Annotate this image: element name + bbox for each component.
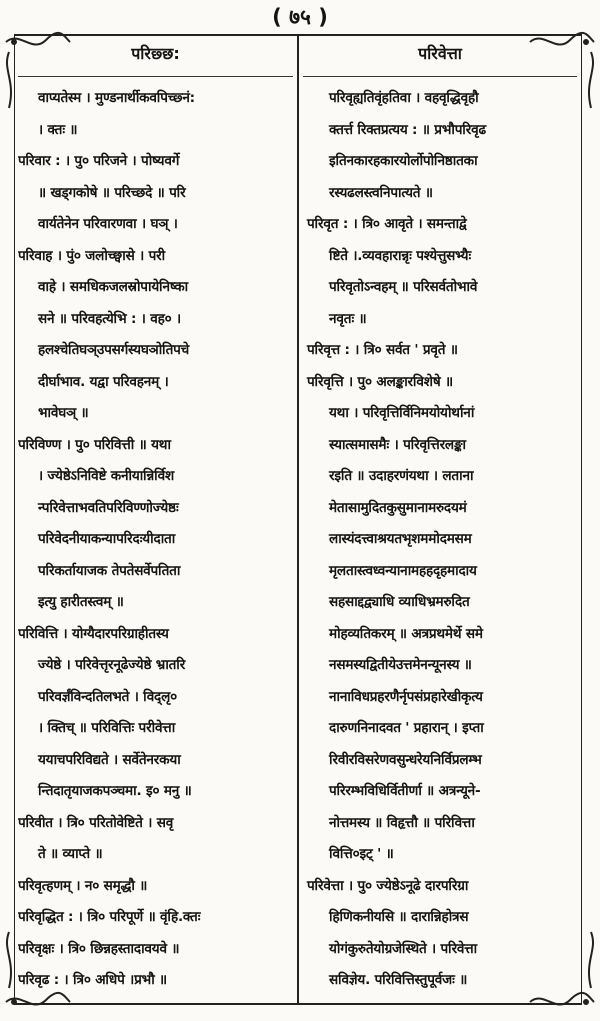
entry-continuation-line: परिवृह्यतिवृंहतिवा । वहवृद्धिवृहौ [329, 90, 479, 106]
right-border [581, 34, 582, 1004]
entry-continuation-line: । ज्येष्ठेऽनिविष्टे कनीयान्निर्विश [38, 468, 175, 484]
column-divider [297, 36, 299, 1003]
entry-continuation-line: नोत्तमस्य ॥ विहृत्तौ ॥ परिवित्ता [329, 814, 475, 831]
entry-continuation-line: ते ॥ व्याप्ते ॥ [38, 846, 103, 862]
entry-headword-line: परिवृत : । त्रि० आवृते । समन्ताद्वे [307, 216, 467, 232]
entry-continuation-line: दारुणनिनादवत ' प्रहारान् । इप्ता [329, 720, 484, 736]
entry-continuation-line: मेतासामुदितकुसुमानामरुदयमं [329, 499, 467, 516]
side-flourish-lower-right-ornament [584, 930, 598, 990]
entry-continuation-line: स्यात्समासमैः । परिवृत्तिरलङ्का [329, 436, 466, 453]
entry-continuation-line: ष्टिते ।.व्यवहारान्नृः पश्येत्तुसभ्यैः [329, 247, 472, 264]
entry-continuation-line: रइति ॥ उदाहरणंयथा । लताना [329, 468, 474, 484]
entry-continuation-line: मोहव्यतिकरम् ॥ अत्रप्रथमेर्थे समे [329, 625, 483, 642]
entry-continuation-line: क्तर्त्त रिक्तप्रत्यय : ॥ प्रभौपरिवृढ [329, 121, 486, 138]
entry-continuation-line: हलश्चेतिघञ्उपसर्गस्यघञोतिपचे [38, 342, 190, 358]
entry-continuation-line: नानाविधप्रहरणैर्नृपसंप्रहारेखीकृत्य [329, 688, 483, 705]
entry-continuation-line: मृलतास्त्वध्वन्यानामहहदृहमादाय [329, 562, 477, 579]
entry-continuation-line: सने ॥ परिवहत्येभि : । वह० । [38, 310, 181, 327]
entry-continuation-line: योगंकुरुतेयोग्रजेस्थिते । परिवेत्ता [329, 940, 477, 957]
entry-continuation-line: परिकर्तायाजक तेपतेसर्वेपतिता [38, 562, 181, 579]
entry-continuation-line: परिवृतोऽन्वहम् ॥ परिसर्वतोभावे [329, 279, 478, 295]
entry-continuation-line: सहसाद्दद्व्याधि व्याधिभ्रमरुदित [329, 594, 470, 610]
left-column-heading: परिछ्छ: [18, 36, 293, 77]
entry-continuation-line: परिवेदनीयाकन्यापरिदःयीदाता [38, 531, 176, 547]
right-column-heading: परिवेत्ता [303, 36, 577, 77]
entry-continuation-line: ययाचपरिविद्यते । सर्वेतेनरकया [38, 751, 181, 768]
left-border [14, 34, 15, 1004]
entry-continuation-line: न्परिवेत्ताभवतिपरिविण्णोज्येष्ठः [38, 499, 179, 516]
entry-continuation-line: इत्यु हारीतस्त्वम् ॥ [38, 594, 124, 610]
left-column [18, 36, 293, 1002]
entry-continuation-line: वाहे । समधिकजलस्रोपायेनिष्का [38, 279, 188, 295]
entry-headword-line: परिवृढ : । त्रि० अधिपे ।प्रभौ ॥ [18, 972, 167, 988]
entry-headword-line: परिवार : । पु० परिजने । पोष्यवर्गे [18, 153, 180, 169]
entry-headword-line: परिवृत्हणम् । न० समृद्धौ ॥ [18, 877, 148, 894]
entry-continuation-line: रिवीरविसरेणवसुन्धरेयनिर्विप्रलम्भ [329, 751, 482, 768]
entry-headword-line: परिविण्ण । पु० परिवित्ती ॥ यथा [18, 436, 171, 453]
entry-continuation-line: हिणिकनीयसि ॥ दारान्निहोत्रस [329, 909, 469, 925]
entry-continuation-line: वाप्यतेस्म । मुण्डनार्थीकवपिच्छ्नं: [38, 90, 195, 106]
right-column [303, 36, 577, 1002]
entry-continuation-line: नसमस्यद्वितीयेउत्तमेनन्यूनस्य ॥ [329, 657, 472, 673]
entry-continuation-line: परिरम्भविधिर्वितीर्णा ॥ अत्रन्यूने- [329, 783, 481, 799]
entry-headword-line: परिवृत्ति । पु० अलङ्कारविशेषे ॥ [307, 373, 453, 390]
entry-headword-line: परिवीत । त्रि० परितोवेष्टिते । सवृ [18, 814, 174, 831]
side-flourish-right-ornament [584, 50, 598, 110]
entry-continuation-line: लास्यंदत्त्वाश्रयतभृशममोदमसम [329, 531, 472, 547]
entry-continuation-line: भावेघञ् ॥ [38, 405, 89, 421]
entry-continuation-line: । क्तिच् ॥ परिवित्तिः परीवेत्ता [38, 720, 176, 736]
bottom-rule [14, 1003, 582, 1005]
entry-continuation-line: परिवर्ज्ञंविन्दतिलभते । विद्लृ० [38, 688, 177, 705]
entry-continuation-line: रस्यढलस्त्वनिपात्यते ॥ [329, 184, 433, 201]
entry-headword-line: परिवृत्त : । त्रि० सर्वत ' प्रवृते ॥ [307, 342, 458, 358]
entry-continuation-line: ॥ खड्गकोषे ॥ परिच्छदे ॥ परि [38, 184, 186, 201]
side-flourish-lower-left-ornament [2, 930, 16, 990]
entry-continuation-line: न्तिदातृयाजकपञ्चमा. इ० मनु ॥ [38, 783, 192, 799]
entry-headword-line: परिवाह । पुं० जलोच्छ्वासे । परी [18, 247, 165, 264]
entry-continuation-line: वित्ति०इट् ' ॥ [329, 846, 394, 862]
entry-headword-line: परिवृद्धित : । त्रि० परिपूर्णे ॥ वृंहि.क्तः [18, 909, 201, 925]
entry-continuation-line: इतिनकारहकारयोर्लोपोनिष्ठातका [329, 153, 478, 169]
entry-continuation-line: दीर्घाभाव. यद्वा परिवहनम् । [38, 373, 169, 390]
entry-continuation-line: ज्येष्ठे । परिवेत्तृरनूढेज्येष्ठे भ्रातरि [38, 657, 186, 673]
entry-continuation-line: सविज्ञेय. परिवित्तिस्तुपूर्वजः ॥ [329, 972, 468, 988]
side-flourish-left-ornament [2, 50, 16, 110]
page-number: ( ७५ ) [272, 5, 328, 29]
entry-headword-line: परिवेत्ता । पु० ज्येष्ठेऽनूढे दारपरिग्रा [307, 877, 469, 894]
entry-headword-line: परिवृक्षः । त्रि० छिन्नहस्तादावयवे ॥ [18, 940, 180, 957]
entry-continuation-line: वार्यतेनेन परिवारणवा । घञ् । [38, 216, 178, 232]
right-column-body [303, 77, 577, 997]
entry-headword-line: परिवित्ति । योग्यैदारपरिग्राहीतस्य [18, 625, 169, 642]
entry-continuation-line: यथा । परिवृत्तिर्विनिमयोयोर्थानां [329, 405, 475, 421]
entry-continuation-line: । क्तः ॥ [38, 121, 78, 138]
entry-continuation-line: नवृतः ॥ [329, 310, 367, 327]
left-column-body [18, 77, 293, 997]
